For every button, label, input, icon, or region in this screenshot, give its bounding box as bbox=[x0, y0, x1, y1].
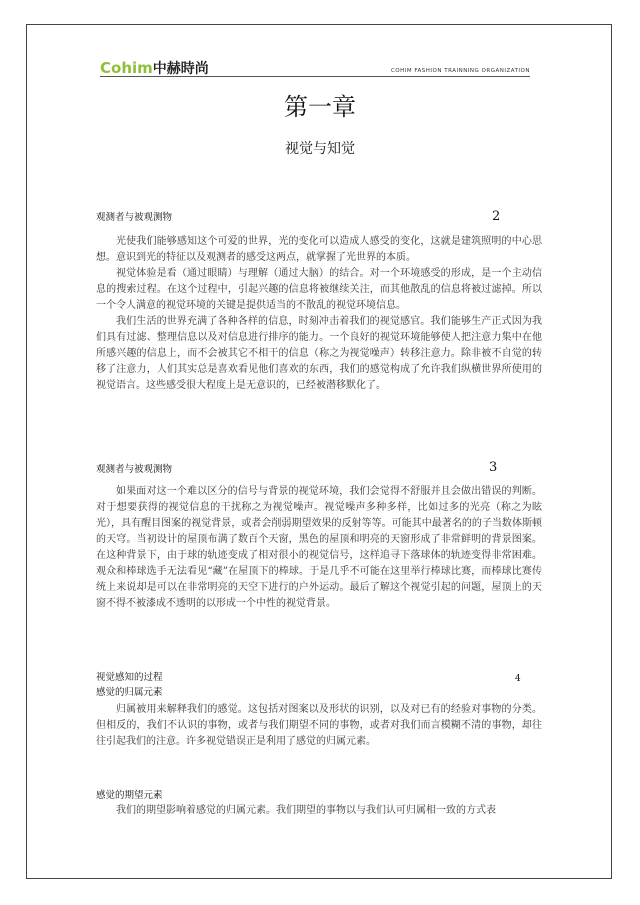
section-4-paragraph-1: 我们的期望影响着感觉的归属元素。我们期望的事物以与我们认可归属相一致的方式表 bbox=[116, 805, 496, 816]
logo-cjk-text: 中赫時尚 bbox=[152, 61, 209, 77]
section-3-paragraph-1: 归属被用来解释我们的感觉。这包括对图案以及形状的识别，以及对已有的经验对事物的分类。但相反的，我们不认识的事物，或者与我们期望不同的事物，或者对我们而言模糊不清的事物，却往往引起我们的注意。许多视觉错误正是利用了感觉的归属元素。 bbox=[96, 704, 542, 747]
section-2-paragraph-1: 如果面对这一个难以区分的信号与背景的视觉环境，我们会觉得不舒服并且会做出错误的判断。对于想要获得的视觉信息的干扰称之为视觉噪声。视觉噪声多种多样，比如过多的光亮（称之为眩光），具有醒目图案的视觉背景，或者会削弱期望效果的反射等等。可能其中最著名的的子当数体斯顿的天穹。当初设计的屋顶布满了数百个天窗，黑色的屋顶和明亮的天窗形成了非常鲜明的背景图案。在这种背景下，由于球的轨迹变成了相对很小的视觉信号，这样追寻下落球体的轨迹变得非常困难。观众和棒球选手无法看见“藏”在屋顶下的棒球。于是几乎不可能在这里举行棒球比赛，而棒球比赛传统上来说却是可以在非常明亮的天空下进行的户外运动。最后了解这个视觉引起的问题，屋顶上的天窗不得不被漆成不透明的以形成一个中性的视觉背景。 bbox=[96, 486, 542, 609]
section-1-page-number: 2 bbox=[492, 209, 501, 224]
section-4-title: 感觉的期望元素 bbox=[96, 790, 163, 801]
section-2-title: 观测者与被观测物 bbox=[96, 464, 173, 475]
brand-logo bbox=[100, 60, 209, 77]
section-1-paragraph-2: 视觉体验是看（通过眼睛）与理解（通过大脑）的结合。对一个环境感受的形成，是一个主动信息的搜索过程。在这个过程中，引起兴趣的信息将被继续关注，而其他散乱的信息将被过滤掉。所以一个令人满意的视觉环境的关键是提供适当的不散乱的视觉环境信息。 bbox=[96, 268, 542, 311]
section-2-page-number: 3 bbox=[489, 460, 498, 475]
section-1-paragraph-1: 光使我们能够感知这个可爱的世界，光的变化可以造成人感受的变化，这就是建筑照明的中心思想。意识到光的特征以及观测者的感受这两点，就掌握了光世界的本质。 bbox=[96, 236, 542, 263]
section-3-title: 视觉感知的过程 bbox=[96, 672, 163, 683]
chapter-subtitle: 视觉与知觉 bbox=[285, 141, 355, 157]
section-3-subtitle: 感觉的归属元素 bbox=[96, 687, 163, 698]
section-3-page-number: 4 bbox=[515, 674, 521, 684]
section-1-paragraph-3: 我们生活的世界充满了各种各样的信息，时刻冲击着我们的视觉感官。我们能够生产正式因为我们具有过滤、整理信息以及对信息进行排序的能力。一个良好的视觉环境能够使人把注意力集中在他所感兴趣的信息上，而不会被其它不相干的信息（称之为视觉噪声）转移注意力。除非被不自觉的转移了注意力，人们其实总是喜欢看见他们喜欢的东西，我们的感觉构成了允许我们纵横世界所使用的视觉语言。这些感受很大程度上是无意识的，已经被潜移默化了。 bbox=[96, 316, 542, 391]
chapter-title: 第一章 bbox=[284, 93, 356, 121]
logo-latin-text: Cohim bbox=[100, 59, 153, 77]
page-header bbox=[100, 60, 530, 76]
organization-name: COHIM FASHION TRAINNING ORGANIZATION bbox=[390, 68, 530, 74]
header-divider bbox=[100, 76, 530, 77]
section-1-title: 观测者与被观测物 bbox=[96, 212, 173, 223]
